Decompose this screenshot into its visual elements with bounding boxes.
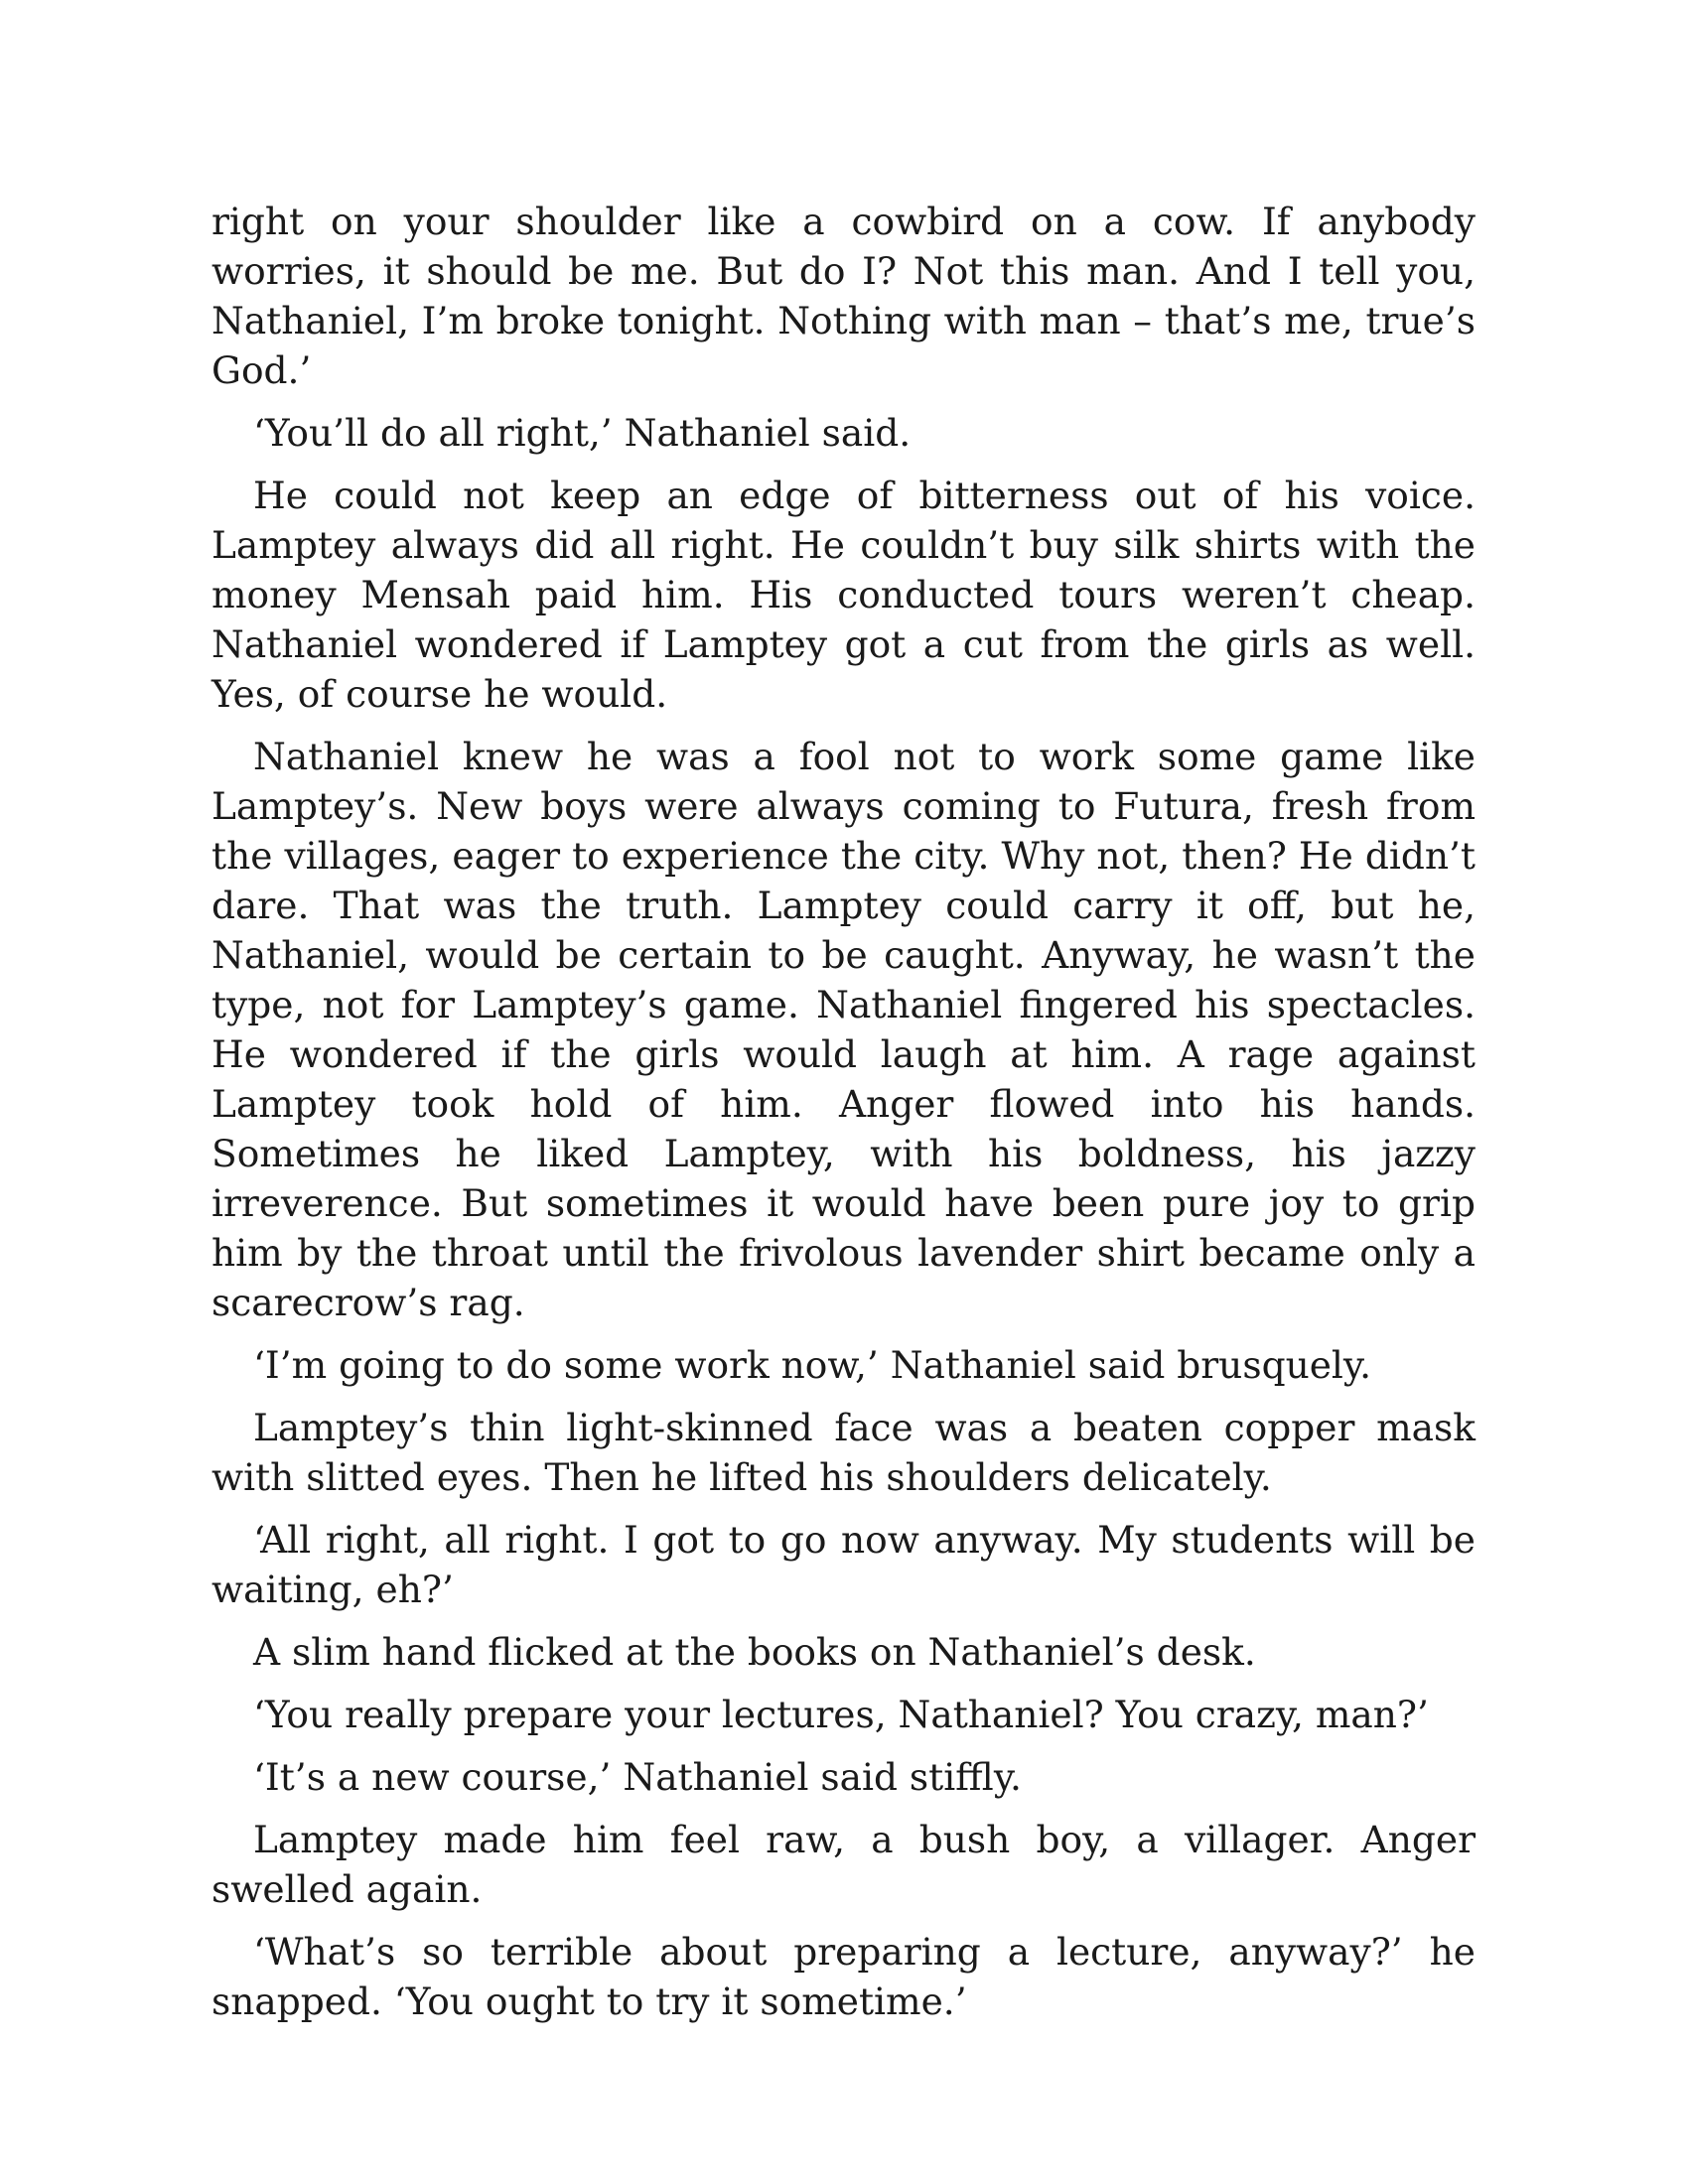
paragraph: He could not keep an edge of bitterness out of his voice. Lamptey always did all right. He couldn’t buy silk shirts with the money Mensah paid him. His conducted tours weren’t cheap. Nathaniel wondered if Lamptey got a cut from the girls as well. Yes, of course he would. [211,474,1476,716]
paragraph: ‘What’s so terrible about preparing a lecture, anyway?’ he snapped. ‘You ought to try it sometime.’ [211,1930,1476,2023]
paragraph: ‘All right, all right. I got to go now anyway. My students will be waiting, eh?’ [211,1518,1476,1611]
page-body [211,197,1476,2039]
paragraph: A slim hand flicked at the books on Nathaniel’s desk. [253,1630,1256,1674]
paragraph: right on your shoulder like a cowbird on a cow. If anybody worries, it should be me. But do I? Not this man. And I tell you, Nathaniel, I’m broke tonight. Nothing with man – that’s me, true’s God.’ [211,200,1476,392]
paragraph: ‘You really prepare your lectures, Nathaniel? You crazy, man?’ [253,1693,1429,1736]
paragraph: ‘You’ll do all right,’ Nathaniel said. [253,411,912,455]
paragraph: ‘It’s a new course,’ Nathaniel said stiffly. [253,1755,1022,1799]
paragraph: Lamptey made him feel raw, a bush boy, a villager. Anger swelled again. [211,1818,1476,1911]
paragraph: Lamptey’s thin light-skinned face was a beaten copper mask with slitted eyes. Then he lifted his shoulders delicately. [211,1406,1476,1499]
paragraph: ‘I’m going to do some work now,’ Nathaniel said brusquely. [253,1343,1372,1387]
paragraph: Nathaniel knew he was a fool not to work some game like Lamptey’s. New boys were always coming to Futura, fresh from the villages, eager to experience the city. Why not, then? He didn’t dare. That was the truth. Lamptey could carry it off, but he, Nathaniel, would be certain to be caught. Anyway, he wasn’t the type, not for Lamptey’s game. Nathaniel fingered his spectacles. He wondered if the girls would laugh at him. A rage against Lamptey took hold of him. Anger flowed into his hands. Sometimes he liked Lamptey, with his boldness, his jazzy irreverence. But sometimes it would have been pure joy to grip him by the throat until the frivolous lavender shirt became only a scarecrow’s rag. [211,735,1476,1324]
